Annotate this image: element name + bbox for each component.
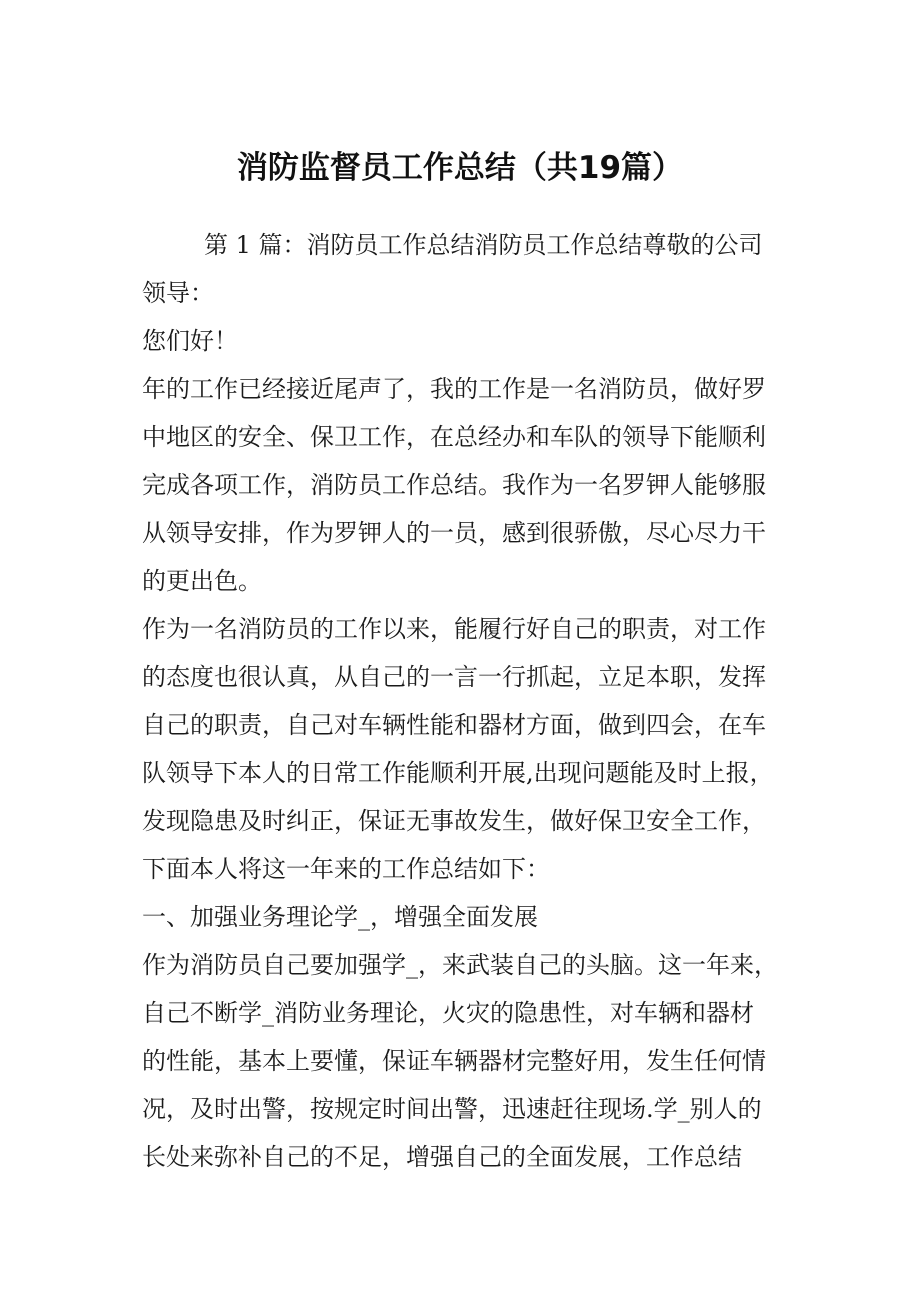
body-line: 领导： — [142, 279, 214, 307]
body-line: 自己的职责，自己对车辆性能和器材方面，做到四会，在车 — [142, 711, 766, 739]
body-line: 第 1 篇：消防员工作总结消防员工作总结尊敬的公司 — [204, 231, 763, 259]
body-line: 自己不断学_消防业务理论，火灾的隐患性，对车辆和器材 — [142, 999, 754, 1027]
body-line: 年的工作已经接近尾声了，我的工作是一名消防员，做好罗 — [142, 375, 766, 403]
body-line: 作为消防员自己要加强学_，来武装自己的头脑。这一年来， — [142, 951, 778, 979]
body-line: 作为一名消防员的工作以来，能履行好自己的职责，对工作 — [142, 615, 766, 643]
body-line: 况，及时出警，按规定时间出警，迅速赶往现场.学_别人的 — [142, 1095, 762, 1123]
body-line: 完成各项工作，消防员工作总结。我作为一名罗钾人能够服 — [142, 471, 766, 499]
body-line: 下面本人将这一年来的工作总结如下： — [142, 855, 550, 883]
body-line: 队领导下本人的日常工作能顺利开展,出现问题能及时上报， — [142, 759, 774, 787]
section-heading: 一、加强业务理论学_，增强全面发展 — [142, 903, 538, 931]
body-line: 的性能，基本上要懂，保证车辆器材完整好用，发生任何情 — [142, 1047, 766, 1075]
document-title: 消防监督员工作总结（共19篇） — [236, 150, 684, 186]
body-line: 长处来弥补自己的不足，增强自己的全面发展，工作总结 — [142, 1143, 742, 1171]
body-line: 的态度也很认真，从自己的一言一行抓起，立足本职，发挥 — [142, 663, 766, 691]
body-line: 发现隐患及时纠正，保证无事故发生，做好保卫安全工作， — [142, 807, 766, 835]
body-line: 的更出色。 — [142, 567, 262, 595]
body-line: 您们好！ — [142, 327, 238, 355]
document-body — [142, 221, 787, 1181]
body-line: 中地区的安全、保卫工作，在总经办和车队的领导下能顺利 — [142, 423, 766, 451]
body-line: 从领导安排，作为罗钾人的一员，感到很骄傲，尽心尽力干 — [142, 519, 766, 547]
